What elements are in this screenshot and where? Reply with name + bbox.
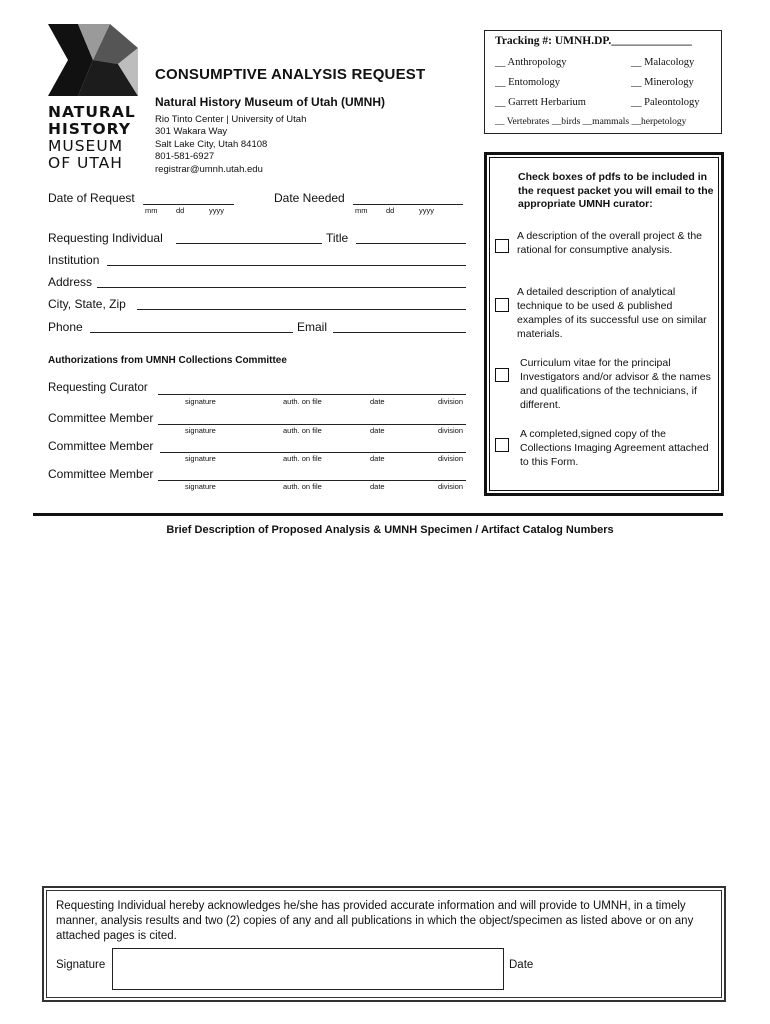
address-line: registrar@umnh.utah.edu <box>155 163 263 175</box>
checklist-item: A completed,signed copy of the Collections Imaging Agreement attached to this Form. <box>520 428 709 468</box>
city-state-zip-field[interactable] <box>137 309 466 310</box>
institution-label: Institution <box>48 253 100 267</box>
tracking-box <box>484 30 722 134</box>
authorization-row-label: Committee Member <box>48 411 154 425</box>
signature-hint: signature <box>185 454 216 463</box>
date-hint: mm <box>355 206 368 215</box>
tracking-number[interactable]: Tracking #: UMNH.DP.______________ <box>495 35 692 47</box>
authorization-row-label: Committee Member <box>48 467 154 481</box>
date-of-request-label: Date of Request <box>48 191 135 205</box>
title-label: Title <box>326 231 349 245</box>
date-hint: date <box>370 454 385 463</box>
date-hint: mm <box>145 206 158 215</box>
checkbox-project-description[interactable] <box>495 239 509 253</box>
date-hint: yyyy <box>209 206 224 215</box>
date-hint: date <box>370 397 385 406</box>
checklist-item: A detailed description of analytical technique to be used & published examples of its successful use on similar materials. <box>517 286 707 340</box>
division-hint: division <box>438 397 464 406</box>
logo-line: MUSEUM <box>48 137 124 155</box>
date-needed-field[interactable] <box>353 204 463 205</box>
signature-line[interactable] <box>158 424 466 425</box>
division-option[interactable]: __ Minerology <box>631 77 694 88</box>
signature-line[interactable] <box>158 394 466 395</box>
section-divider <box>33 513 723 516</box>
authorization-row-label: Committee Member <box>48 439 154 453</box>
division-option[interactable]: __ Malacology <box>631 57 695 68</box>
page-title: CONSUMPTIVE ANALYSIS REQUEST <box>155 66 426 83</box>
logo-wordmark <box>48 104 136 172</box>
signature-line[interactable] <box>160 452 466 453</box>
email-label: Email <box>297 320 328 334</box>
phone-label: Phone <box>48 320 83 334</box>
museum-address <box>155 114 306 176</box>
institution-field[interactable] <box>107 265 466 266</box>
address-line: Salt Lake City, Utah 84108 <box>155 138 268 150</box>
requesting-individual-label: Requesting Individual <box>48 231 163 245</box>
logo-line: NATURAL <box>48 103 136 121</box>
checklist-item: Curriculum vitae for the principal Investigators and/or advisor & the names and qualifications of the technicians, if different. <box>520 357 711 411</box>
division-hint: division <box>438 454 464 463</box>
auth-hint: auth. on file <box>283 482 322 491</box>
division-option[interactable]: __ Paleontology <box>631 97 700 108</box>
date-hint: dd <box>386 206 395 215</box>
date-label: Date <box>509 959 534 971</box>
date-hint: date <box>370 482 385 491</box>
signature-label: Signature <box>56 959 106 971</box>
brief-description-area[interactable] <box>48 545 724 875</box>
date-hint: dd <box>176 206 185 215</box>
division-option[interactable]: __ Garrett Herbarium <box>495 97 586 108</box>
phone-field[interactable] <box>90 332 293 333</box>
auth-hint: auth. on file <box>283 454 322 463</box>
brief-description-heading: Brief Description of Proposed Analysis & UMNH Specimen / Artifact Catalog Numbers <box>166 524 614 536</box>
title-field[interactable] <box>356 243 466 244</box>
address-line: 801-581-6927 <box>155 151 215 163</box>
signature-field[interactable] <box>112 948 504 990</box>
logo-line: OF UTAH <box>48 154 123 172</box>
date-field[interactable] <box>540 948 710 988</box>
division-option[interactable]: __ Vertebrates __birds __mammals __herpetology <box>495 117 687 127</box>
signature-hint: signature <box>185 426 216 435</box>
division-hint: division <box>438 426 464 435</box>
checklist-item: A description of the overall project & the rational for consumptive analysis. <box>517 230 703 256</box>
requesting-individual-field[interactable] <box>176 243 322 244</box>
date-hint: date <box>370 426 385 435</box>
auth-hint: auth. on file <box>283 397 322 406</box>
date-of-request-field[interactable] <box>143 204 234 205</box>
checklist-heading: Check boxes of pdfs to be included in the request packet you will email to the appropriate UMNH curator: <box>518 171 714 210</box>
city-state-zip-label: City, State, Zip <box>48 297 126 311</box>
address-line: 301 Wakara Way <box>155 126 228 138</box>
checkbox-imaging-agreement[interactable] <box>495 438 509 452</box>
museum-logo-icon <box>48 24 138 96</box>
signature-hint: signature <box>185 397 216 406</box>
page-subtitle: Natural History Museum of Utah (UMNH) <box>155 95 386 109</box>
auth-hint: auth. on file <box>283 426 322 435</box>
logo-line: HISTORY <box>48 120 131 138</box>
division-hint: division <box>438 482 464 491</box>
signature-line[interactable] <box>158 480 466 481</box>
division-option[interactable]: __ Anthropology <box>495 57 567 68</box>
authorizations-heading: Authorizations from UMNH Collections Committee <box>48 355 287 366</box>
date-hint: yyyy <box>419 206 434 215</box>
email-field[interactable] <box>333 332 466 333</box>
checkbox-curriculum-vitae[interactable] <box>495 368 509 382</box>
signature-hint: signature <box>185 482 216 491</box>
date-needed-label: Date Needed <box>274 191 345 205</box>
division-option[interactable]: __ Entomology <box>495 77 561 88</box>
address-label: Address <box>48 275 93 289</box>
checkbox-analytical-technique[interactable] <box>495 298 509 312</box>
address-field[interactable] <box>97 287 466 288</box>
address-line: Rio Tinto Center | University of Utah <box>155 114 307 125</box>
authorization-row-label: Requesting Curator <box>48 382 148 394</box>
acknowledgement-text: Requesting Individual hereby acknowledges he/she has provided accurate information and will provide to UMNH, in a timely manner, analysis results and two (2) copies of any and all publications in which the object/specimen as listed above or on any attached pages is cited. <box>56 900 694 942</box>
